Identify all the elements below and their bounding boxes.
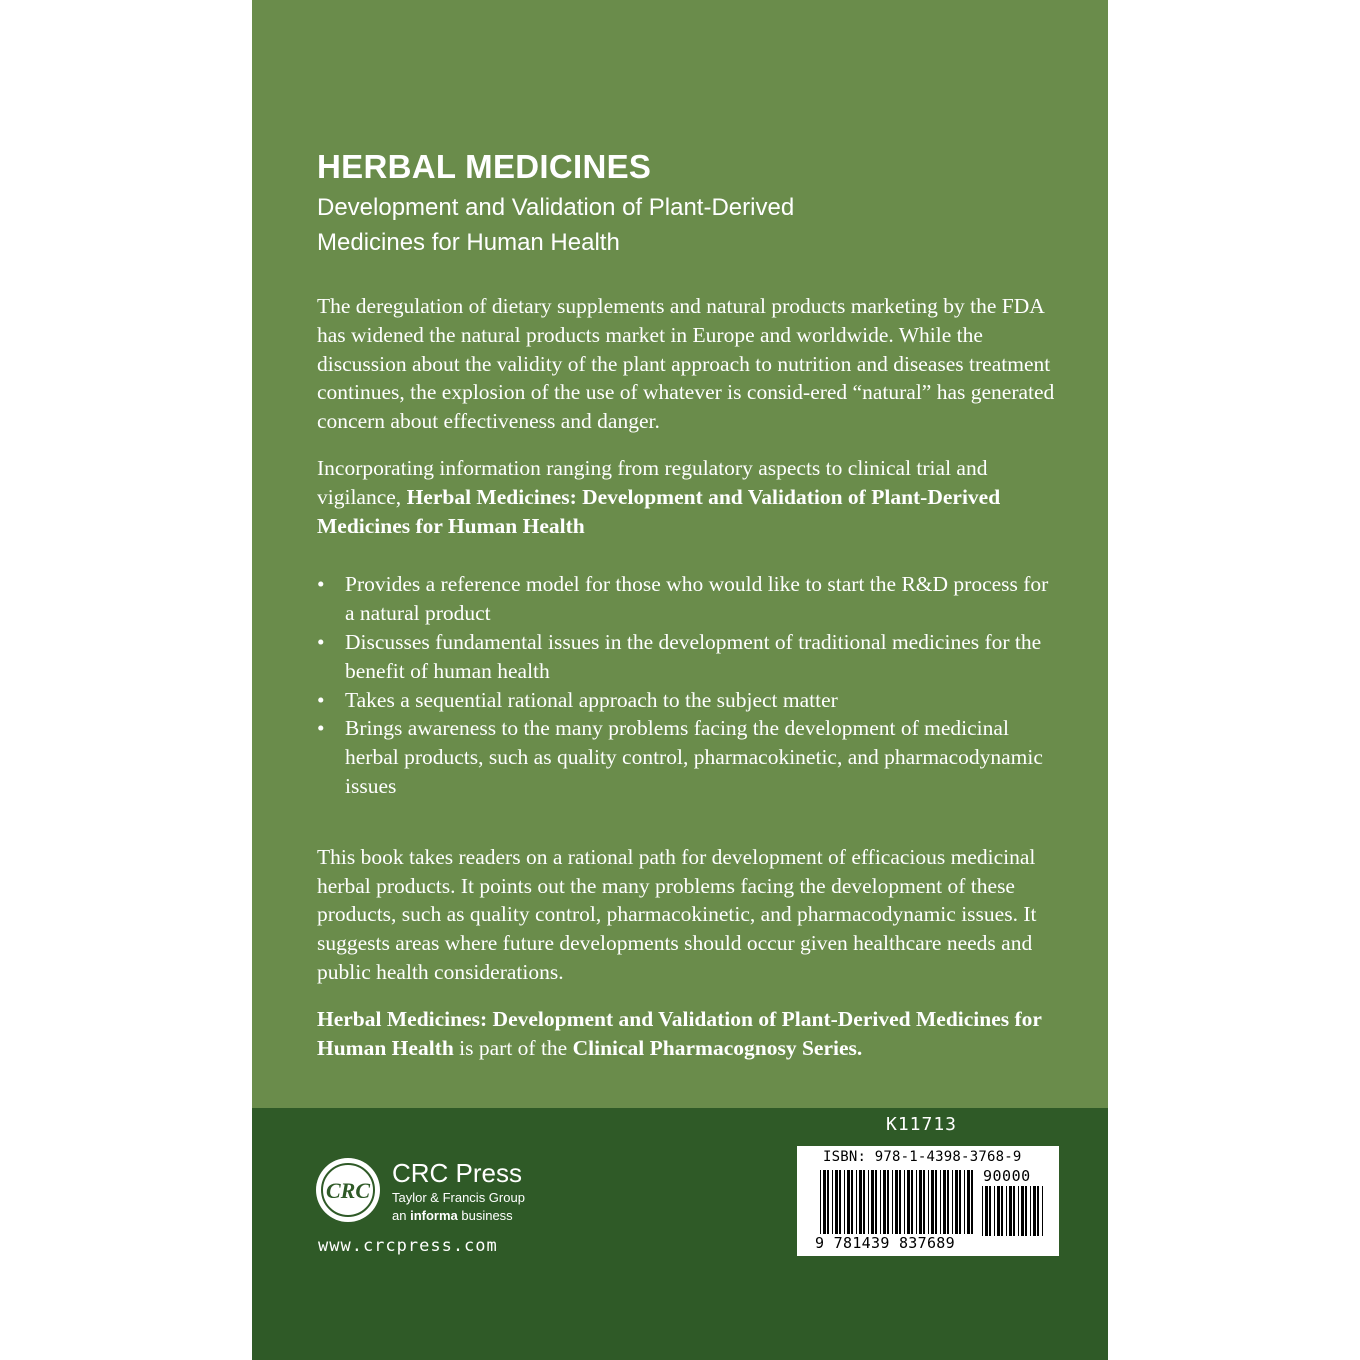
catalog-code: K11713 (886, 1114, 958, 1135)
series-name: Clinical Pharmacognosy Series. (572, 1035, 863, 1060)
publisher-business-line (392, 1208, 513, 1224)
series-paragraph (317, 1005, 1057, 1063)
crc-logo-text: CRC (325, 1178, 371, 1203)
business-suffix: business (457, 1208, 513, 1223)
list-item: • Takes a sequential rational approach to the subject matter (317, 686, 1057, 715)
cover-text (317, 148, 1057, 1062)
features-list (317, 570, 1057, 800)
barcode-bars (819, 1170, 975, 1234)
publisher-name: CRC Press (392, 1158, 523, 1188)
para2-text: Incorporating information ranging from regulatory aspects to clinical trial and vigilance, (317, 455, 988, 509)
isbn-label: ISBN: 978-1-4398-3768-9 (823, 1149, 1022, 1165)
description-paragraph-3: This book takes readers on a rational path for development of efficacious medicinal herbal products. It points out the many problems facing the development of these products, such as quality control, pharmacokinetic, and pharmacodynamic issues. It suggests areas where future developments should occur given healthcare needs and public health considerations. (317, 844, 1037, 984)
description-paragraph-2 (317, 454, 1057, 540)
list-item: • Discusses fundamental issues in the development of traditional medicines for the benefit of human health (317, 628, 1057, 686)
book-subtitle: Development and Validation of Plant-Derived Medicines for Human Health (317, 194, 795, 256)
para4-text: is part of the (453, 1035, 573, 1060)
publisher-block (316, 1156, 556, 1256)
publisher-group: Taylor & Francis Group (392, 1190, 525, 1205)
business-prefix: an (392, 1208, 411, 1223)
para4-book-title: Herbal Medicines: Development and Validation of Plant-Derived Medicines for Human Health (317, 1006, 1042, 1060)
list-item: • Provides a reference model for those who would like to start the R&D process for a natural product (317, 570, 1057, 628)
price-code: 90000 (983, 1167, 1031, 1185)
para2-book-title: Herbal Medicines: Development and Validation of Plant-Derived Medicines for Human Health (317, 484, 1001, 538)
book-title: HERBAL MEDICINES (317, 148, 652, 185)
isbn-barcode (797, 1146, 1059, 1256)
barcode-digits: 9 781439 837689 (815, 1234, 955, 1252)
cover-upper-panel (252, 0, 1108, 1108)
cover-footer-band (252, 1108, 1108, 1360)
list-item: • Brings awareness to the many problems facing the development of medicinal herbal products, such as quality control, pharmacokinetic, and pharmacodynamic issues (317, 714, 1057, 800)
description-paragraph-1: The deregulation of dietary supplements and natural products marketing by the FDA has widened the natural products market in Europe and worldwide. While the discussion about the validity of the plant approach to nutrition and diseases treatment continues, the explosion of the use of whatever is consid-ered “natural” has generated concern about effectiveness and danger. (317, 294, 1055, 434)
publisher-url: www.crcpress.com (318, 1236, 498, 1256)
price-barcode-bars (981, 1186, 1045, 1236)
book-back-cover (252, 0, 1108, 1360)
business-brand: informa (410, 1208, 458, 1223)
crc-circle-logo-icon (316, 1158, 380, 1222)
